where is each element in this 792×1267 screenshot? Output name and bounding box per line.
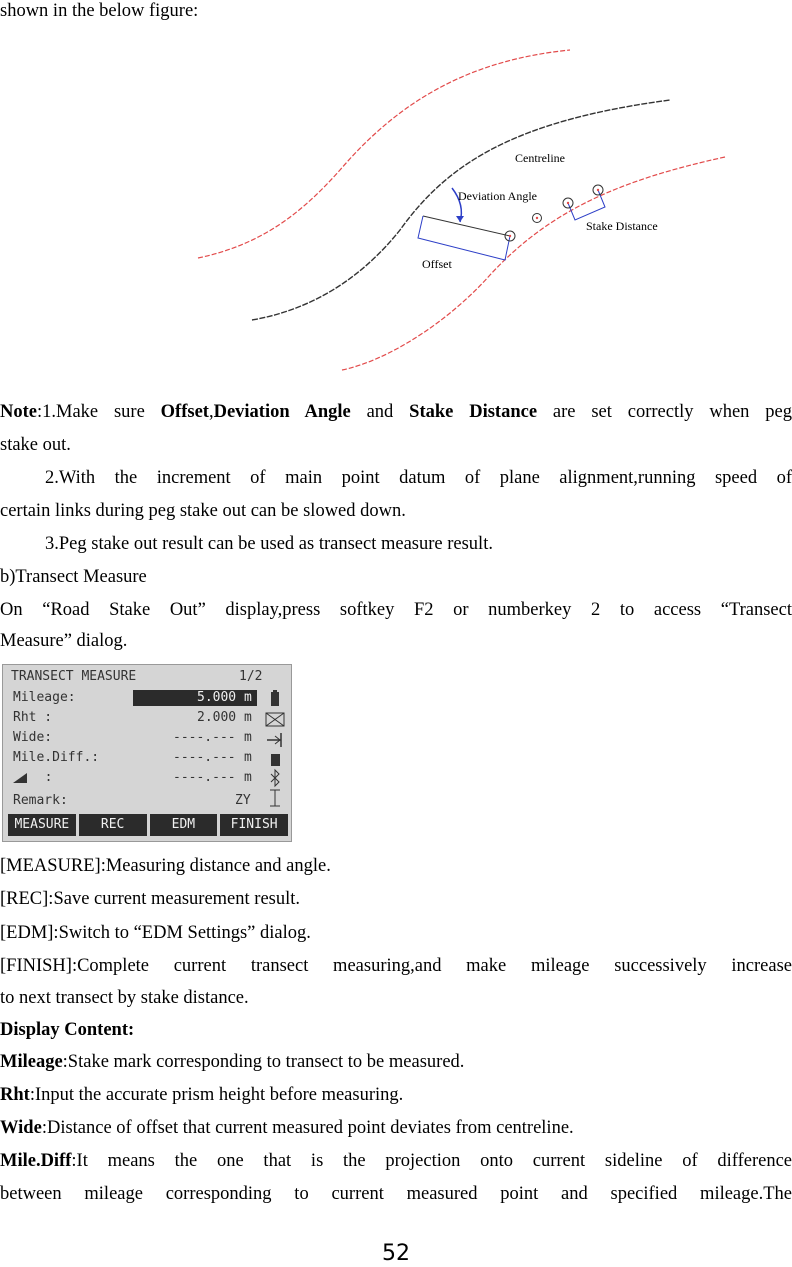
measure-softkey[interactable]: MEASURE bbox=[8, 814, 76, 836]
row-signal-label: : bbox=[29, 770, 53, 785]
note-line-3: 3.Peg stake out result can be used as transect measure result. bbox=[45, 534, 493, 554]
softkey-bar bbox=[8, 814, 288, 836]
page-number: 52 bbox=[382, 1241, 410, 1266]
row-wide-value: ----.--- bbox=[173, 730, 236, 745]
row-rht-unit: m bbox=[244, 710, 252, 725]
edm-softkey[interactable]: EDM bbox=[150, 814, 218, 836]
road-alignment-figure bbox=[190, 40, 750, 380]
note-line-2: 2.With the increment of main point datum of plane alignment,running speed of bbox=[45, 468, 792, 488]
desc-edm: [EDM]:Switch to “EDM Settings” dialog. bbox=[0, 923, 311, 943]
bluetooth-icon bbox=[271, 770, 279, 786]
note-line-1: Note:1.Make sure Offset,Deviation Angle and Stake Distance are set correctly when peg bbox=[0, 402, 792, 422]
compensator-icon bbox=[271, 754, 280, 766]
offset-line bbox=[423, 216, 510, 236]
laser-icon bbox=[267, 733, 281, 747]
prism-icon bbox=[266, 713, 284, 726]
item-wide: Wide:Distance of offset that current measured point deviates from centreline. bbox=[0, 1118, 574, 1138]
desc-measure: [MEASURE]:Measuring distance and angle. bbox=[0, 856, 331, 876]
row-mileage-unit: m bbox=[244, 690, 252, 705]
deviation-angle-label: Deviation Angle bbox=[458, 189, 537, 203]
note-line-2b: certain links during peg stake out can be slowed down. bbox=[0, 501, 406, 521]
row-wide-label: Wide: bbox=[13, 730, 53, 745]
remark-label: Remark: bbox=[13, 793, 68, 808]
lcd-title: TRANSECT MEASURE bbox=[11, 669, 137, 684]
intro-text: shown in the below figure: bbox=[0, 1, 199, 21]
desc-rec: [REC]:Save current measurement result. bbox=[0, 889, 301, 909]
lcd-page: 1/2 bbox=[239, 669, 263, 684]
row-signal-unit: m bbox=[244, 770, 252, 785]
row-milediff-value: ----.--- bbox=[173, 750, 236, 765]
note-line-1b: stake out. bbox=[0, 435, 71, 455]
desc-finish-1: [FINISH]:Complete current transect measuring,and make mileage successively increase bbox=[0, 956, 792, 976]
item-milediff-2: between mileage corresponding to current measured point and specified mileage.The bbox=[0, 1184, 792, 1204]
stake-distance-label: Stake Distance bbox=[586, 219, 658, 233]
centreline-label: Centreline bbox=[515, 151, 565, 165]
remark-value: ZY bbox=[235, 793, 251, 808]
item-milediff-1: Mile.Diff:It means the one that is the projection onto current sideline of difference bbox=[0, 1151, 792, 1171]
display-content-heading: Display Content: bbox=[0, 1020, 135, 1040]
offset-dimension bbox=[418, 216, 510, 260]
rec-softkey[interactable]: REC bbox=[79, 814, 147, 836]
transect-measure-screen bbox=[2, 664, 292, 842]
instruction-line-1: On “Road Stake Out” display,press softkey F2 or numberkey 2 to access “Transect bbox=[0, 600, 792, 620]
row-signal-value: ----.--- bbox=[173, 770, 236, 785]
instrument-height-icon bbox=[270, 790, 280, 806]
desc-finish-2: to next transect by stake distance. bbox=[0, 988, 249, 1008]
item-mileage: Mileage:Stake mark corresponding to transect to be measured. bbox=[0, 1052, 465, 1072]
row-mileage-value[interactable]: 5.000 bbox=[197, 690, 237, 705]
row-milediff-unit: m bbox=[244, 750, 252, 765]
row-rht-value[interactable]: 2.000 bbox=[197, 710, 237, 725]
signal-icon bbox=[13, 773, 29, 783]
finish-softkey[interactable]: FINISH bbox=[220, 814, 288, 836]
row-milediff-label: Mile.Diff.: bbox=[13, 750, 100, 765]
instruction-line-2: Measure” dialog. bbox=[0, 631, 128, 651]
row-wide-unit: m bbox=[244, 730, 252, 745]
item-rht: Rht:Input the accurate prism height before measuring. bbox=[0, 1085, 404, 1105]
section-heading: b)Transect Measure bbox=[0, 567, 147, 587]
mileage-highlight bbox=[133, 690, 257, 706]
row-mileage-label: Mileage: bbox=[13, 690, 76, 705]
offset-label: Offset bbox=[422, 257, 452, 271]
battery-icon bbox=[271, 692, 279, 706]
status-icons bbox=[265, 690, 285, 810]
row-rht-label: Rht : bbox=[13, 710, 53, 725]
